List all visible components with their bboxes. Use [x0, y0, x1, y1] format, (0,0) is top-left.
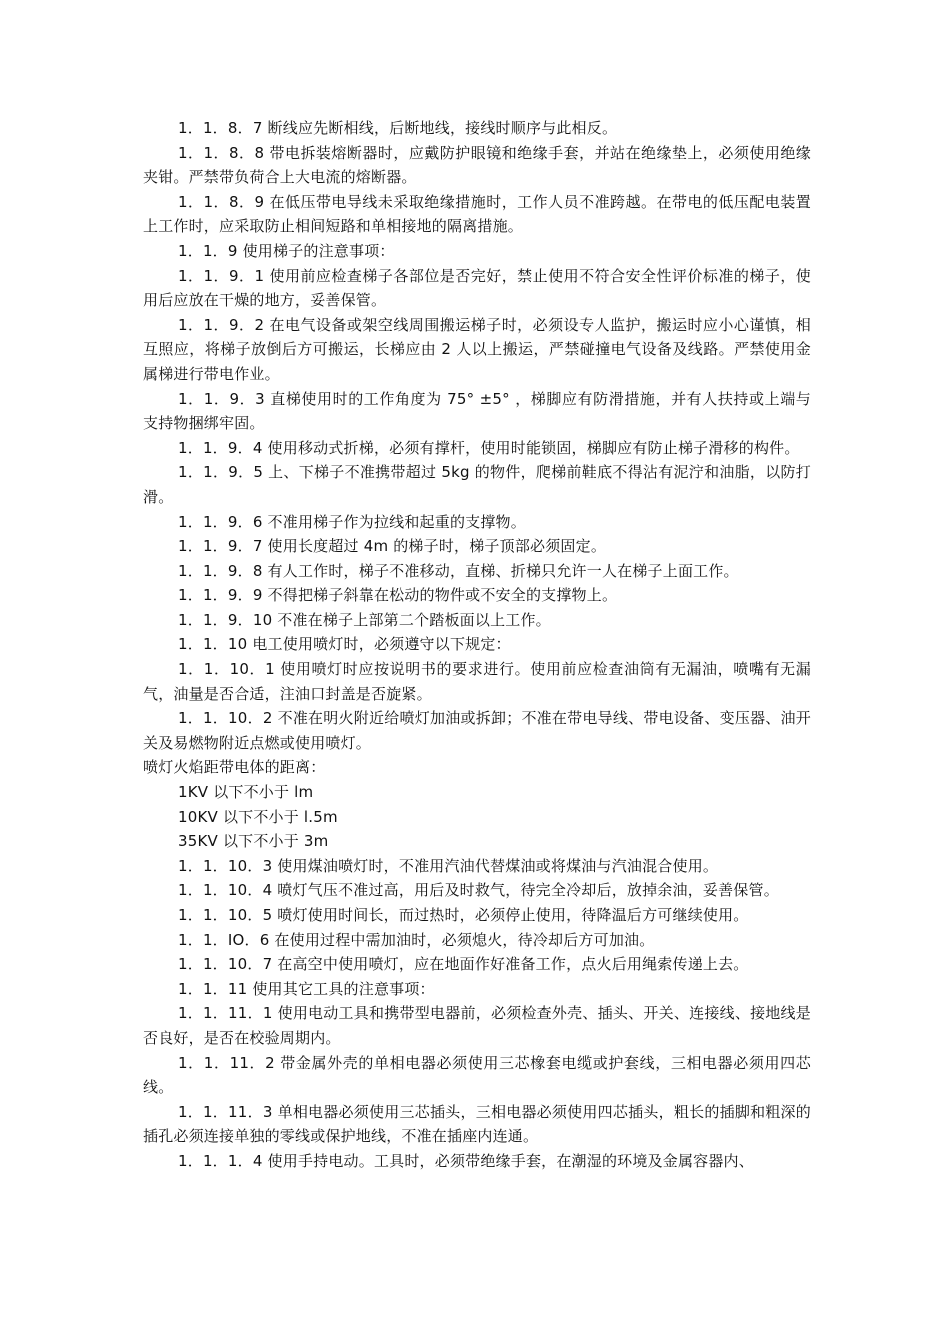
paragraph: 1．1．10．1 使用喷灯时应按说明书的要求进行。使用前应检查油筒有无漏油，喷嘴有无漏气，油量是否合适，注油口封盖是否旋紧。	[143, 660, 811, 703]
distance-item: 10KV 以下不小于 l.5m	[178, 807, 338, 826]
paragraph: 1．1．9．3 直梯使用时的工作角度为 75° ±5° ，梯脚应有防滑措施，并有人扶持或上端与支持物捆绑牢固。	[143, 389, 811, 433]
paragraph: 1．1．9．8 有人工作时，梯子不准移动，直梯、折梯只允许一人在梯子上面工作。	[178, 561, 739, 580]
paragraph: 1．1．10．7 在高空中使用喷灯，应在地面作好准备工作，点火后用绳索传递上去。	[178, 955, 749, 974]
paragraph: 1．1．IO．6 在使用过程中需加油时，必须熄火，待冷却后方可加油。	[178, 930, 655, 949]
paragraph: 喷灯火焰距带电体的距离：	[143, 758, 326, 777]
paragraph: 1．1．9．7 使用长度超过 4m 的梯子时，梯子顶部必须固定。	[178, 537, 607, 556]
paragraph: 1．1．10．3 使用煤油喷灯时，不准用汽油代替煤油或将煤油与汽油混合使用。	[178, 856, 719, 875]
document-body	[143, 116, 811, 1174]
paragraph: 1．1．9．5 上、下梯子不准携带超过 5kg 的物件，爬梯前鞋底不得沾有泥泞和油脂，以防打滑。	[143, 463, 811, 506]
paragraph: 1．1．11．2 带金属外壳的单相电器必须使用三芯橡套电缆或护套线，三相电器必须用四芯线。	[143, 1053, 811, 1097]
paragraph: 1．1．1．4 使用手持电动。工具时，必须带绝缘手套，在潮湿的环境及金属容器内、	[178, 1151, 754, 1170]
paragraph: 1．1．10．5 喷灯使用时间长，而过热时，必须停止使用，待降温后方可继续使用。	[178, 906, 749, 924]
paragraph: 1．1．8．8 带电拆装熔断器时，应戴防护眼镜和绝缘手套，并站在绝缘垫上，必须使用绝缘夹钳。严禁带负荷合上大电流的熔断器。	[143, 143, 811, 187]
paragraph: 1．1．11．1 使用电动工具和携带型电器前，必须检查外壳、插头、开关、连接线、接地线是否良好，是否在校验周期内。	[143, 1004, 811, 1047]
paragraph: 1．1．9．4 使用移动式折梯，必须有撑杆，使用时能锁固，梯脚应有防止梯子滑移的构件。	[178, 438, 800, 457]
paragraph: 1．1．10 电工使用喷灯时，必须遵守以下规定：	[178, 635, 511, 654]
paragraph: 1．1．10．2 不准在明火附近给喷灯加油或拆卸；不准在带电导线、带电设备、变压器、油开关及易燃物附近点燃或使用喷灯。	[143, 709, 811, 752]
paragraph: 1．1．9．2 在电气设备或架空线周围搬运梯子时，必须设专人监护，搬运时应小心谨慎，相互照应，将梯子放倒后方可搬运，长梯应由 2 人以上搬运，严禁碰撞电气设备及线路。严禁使用金属梯进行带电作业。	[143, 315, 811, 383]
paragraph: 1．1．11．3 单相电器必须使用三芯插头，三相电器必须使用四芯插头，粗长的插脚和粗深的插孔必须连接单独的零线或保护地线，不准在插座内连通。	[143, 1102, 811, 1146]
paragraph: 1．1．9．6 不准用梯子作为拉线和起重的支撑物。	[178, 512, 526, 531]
paragraph: 1．1．9．1 使用前应检查梯子各部位是否完好，禁止使用不符合安全性评价标准的梯子，使用后应放在干燥的地方，妥善保管。	[143, 266, 811, 310]
paragraph: 1．1．9 使用梯子的注意事项：	[178, 241, 395, 260]
paragraph: 1．1．10．4 喷灯气压不准过高，用后及时救气，待完全冷却后，放掉余油，妥善保管。	[178, 881, 779, 900]
distance-item: 1KV 以下不小于 lm	[178, 783, 314, 802]
paragraph: 1．1．11 使用其它工具的注意事项：	[178, 979, 435, 998]
paragraph: 1．1．9．9 不得把梯子斜靠在松动的物件或不安全的支撑物上。	[178, 586, 618, 605]
paragraph: 1．1．9．10 不准在梯子上部第二个踏板面以上工作。	[178, 610, 551, 629]
distance-item: 35KV 以下不小于 3m	[178, 832, 329, 851]
paragraph: 1．1．8．9 在低压带电导线未采取绝缘措施时，工作人员不准跨越。在带电的低压配电装置上工作时，应采取防止相间短路和单相接地的隔离措施。	[143, 192, 811, 236]
paragraph: 1．1．8．7 断线应先断相线，后断地线，接线时顺序与此相反。	[178, 119, 618, 137]
